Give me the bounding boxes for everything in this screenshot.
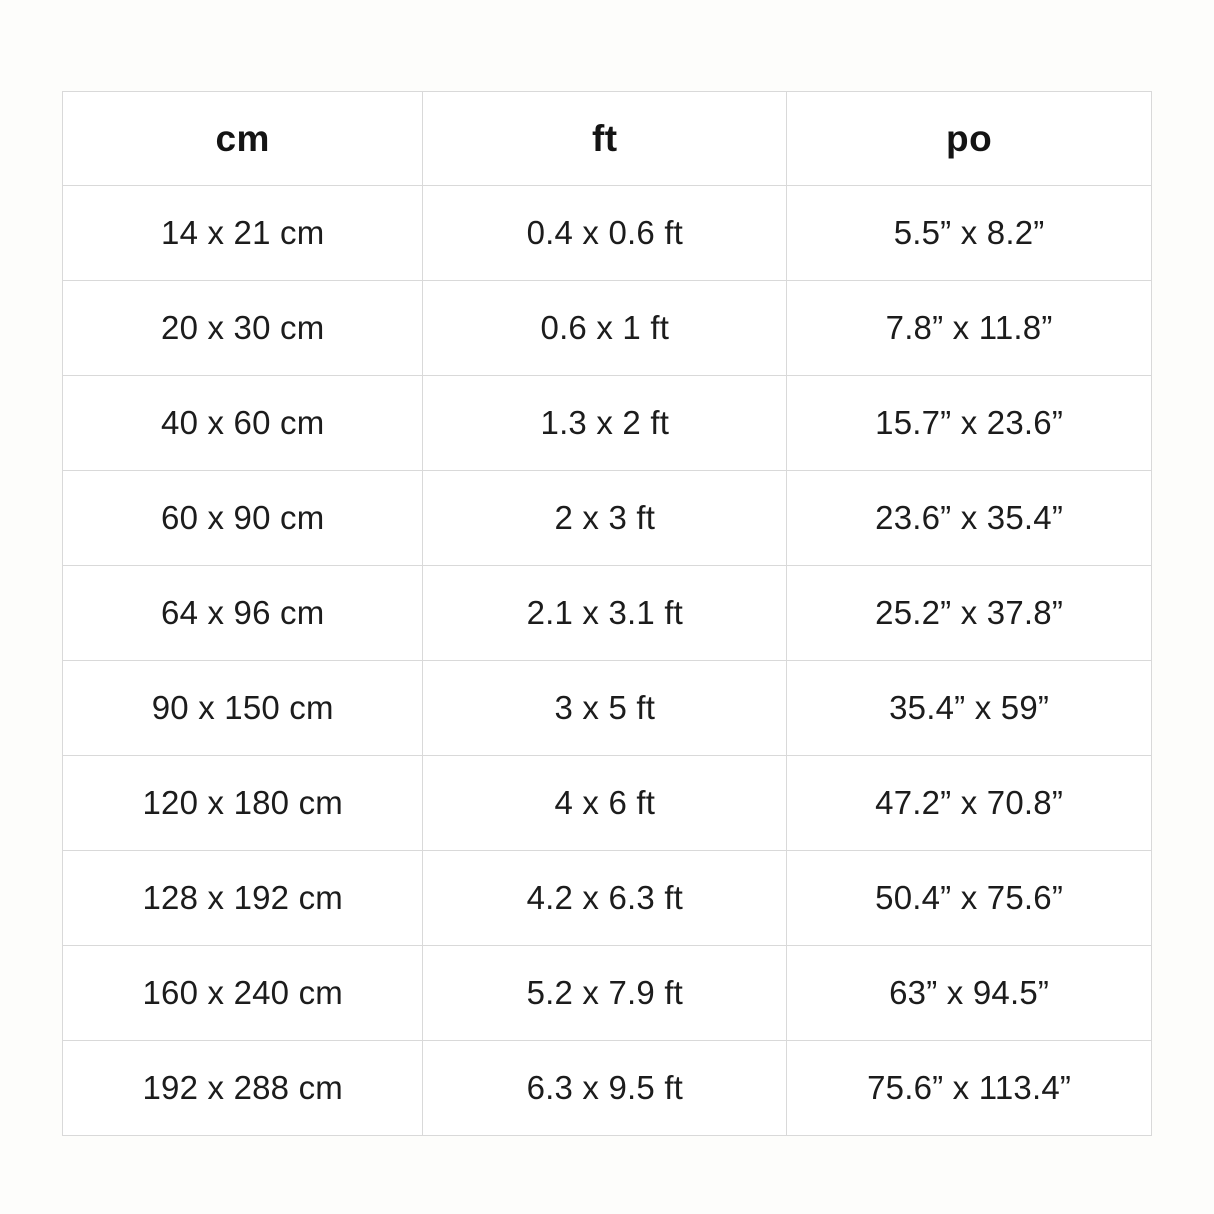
cell-cm: 160 x 240 cm [63,946,423,1041]
size-conversion-table [62,91,1152,1136]
size-conversion-table-container [62,91,1152,1123]
table-row [63,1041,1152,1136]
table-row [63,661,1152,756]
table-row [63,566,1152,661]
cell-cm: 20 x 30 cm [63,281,423,376]
column-header-ft: ft [423,92,787,186]
column-header-cm: cm [63,92,423,186]
cell-ft: 6.3 x 9.5 ft [423,1041,787,1136]
cell-cm: 60 x 90 cm [63,471,423,566]
cell-po: 15.7” x 23.6” [787,376,1152,471]
cell-ft: 5.2 x 7.9 ft [423,946,787,1041]
cell-po: 7.8” x 11.8” [787,281,1152,376]
cell-ft: 2.1 x 3.1 ft [423,566,787,661]
cell-ft: 2 x 3 ft [423,471,787,566]
column-header-po: po [787,92,1152,186]
cell-po: 63” x 94.5” [787,946,1152,1041]
table-row [63,756,1152,851]
table-row [63,946,1152,1041]
cell-cm: 40 x 60 cm [63,376,423,471]
table-header-row [63,92,1152,186]
cell-po: 5.5” x 8.2” [787,186,1152,281]
cell-ft: 4.2 x 6.3 ft [423,851,787,946]
cell-ft: 0.6 x 1 ft [423,281,787,376]
cell-cm: 120 x 180 cm [63,756,423,851]
table-row [63,281,1152,376]
table-row [63,376,1152,471]
cell-ft: 4 x 6 ft [423,756,787,851]
cell-cm: 128 x 192 cm [63,851,423,946]
cell-ft: 3 x 5 ft [423,661,787,756]
cell-cm: 192 x 288 cm [63,1041,423,1136]
cell-po: 23.6” x 35.4” [787,471,1152,566]
cell-po: 35.4” x 59” [787,661,1152,756]
table-row [63,471,1152,566]
cell-po: 25.2” x 37.8” [787,566,1152,661]
cell-cm: 90 x 150 cm [63,661,423,756]
table-row [63,186,1152,281]
cell-po: 75.6” x 113.4” [787,1041,1152,1136]
cell-ft: 1.3 x 2 ft [423,376,787,471]
cell-po: 47.2” x 70.8” [787,756,1152,851]
table-row [63,851,1152,946]
cell-ft: 0.4 x 0.6 ft [423,186,787,281]
cell-cm: 64 x 96 cm [63,566,423,661]
table-head [63,92,1152,186]
cell-cm: 14 x 21 cm [63,186,423,281]
cell-po: 50.4” x 75.6” [787,851,1152,946]
table-body [63,186,1152,1136]
